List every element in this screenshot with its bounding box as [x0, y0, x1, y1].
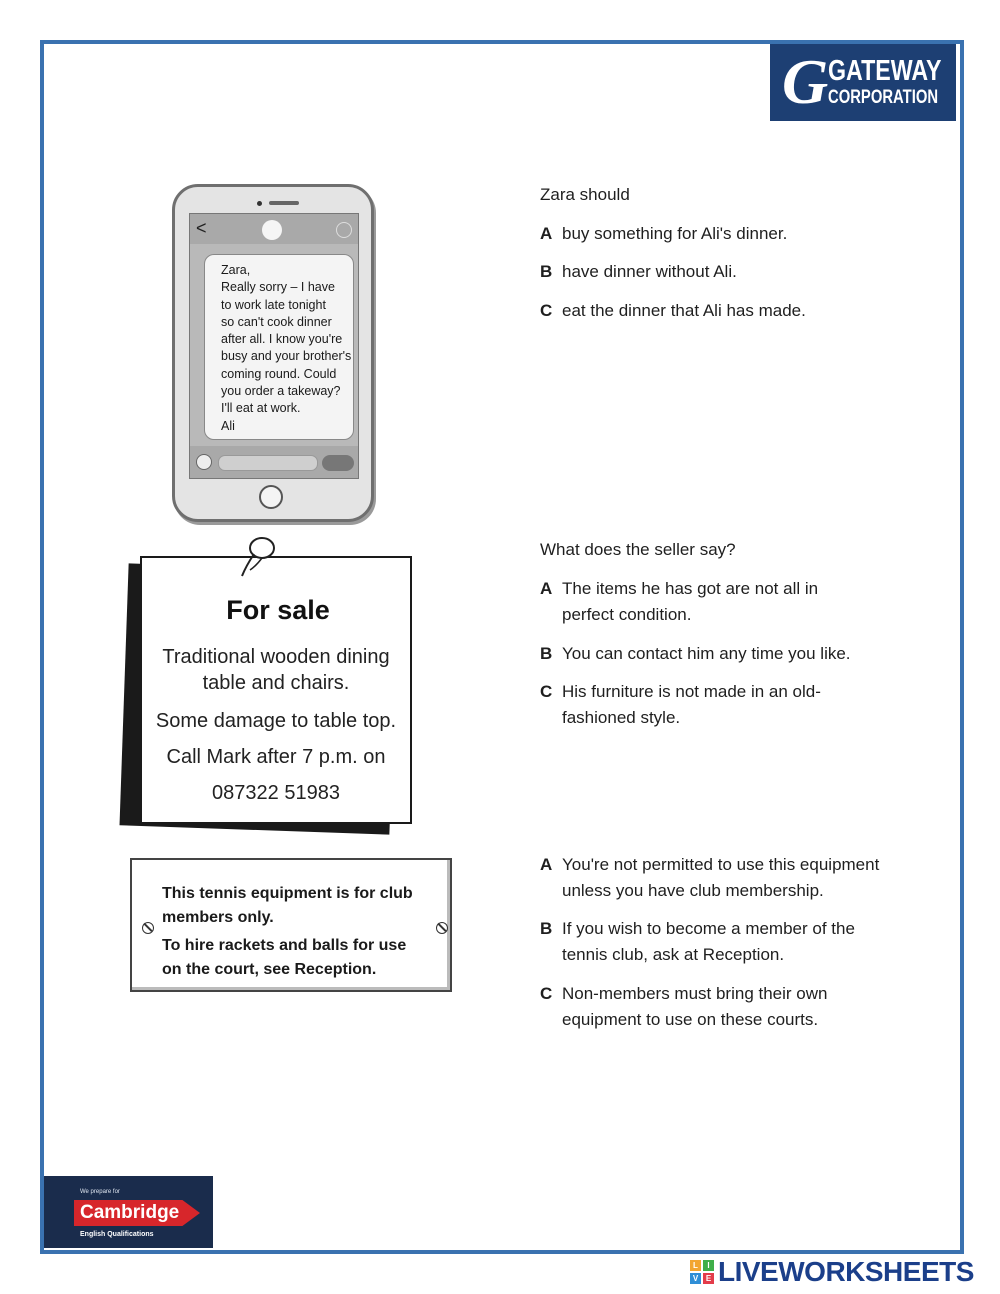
option-letter: B — [540, 644, 553, 663]
phone-speaker-icon — [257, 201, 262, 206]
option-letter: A — [540, 224, 553, 243]
camera-icon — [196, 454, 212, 470]
screw-icon — [436, 922, 448, 934]
question3-option-c[interactable] — [540, 981, 920, 1033]
cambridge-subtitle: English Qualifications — [80, 1231, 154, 1238]
home-button-icon — [259, 485, 283, 509]
option-text: You're not permitted to use this equipment — [562, 855, 880, 874]
message-line: Really sorry – I have — [221, 280, 335, 295]
question2-option-c[interactable] — [540, 679, 880, 731]
screw-icon — [142, 922, 154, 934]
gateway-logo — [770, 44, 956, 121]
question1-option-a[interactable] — [540, 221, 860, 247]
grid-letter: E — [703, 1273, 714, 1284]
message-line: after all. I know you're — [221, 332, 343, 347]
tennis-sign — [130, 858, 452, 992]
cambridge-tagline: We prepare for — [80, 1189, 120, 1195]
question1-option-b[interactable] — [540, 259, 860, 285]
message-bubble — [204, 254, 354, 440]
message-line: Ali — [221, 418, 235, 433]
note-title: For sale — [226, 595, 330, 625]
question2-option-a[interactable] — [540, 576, 880, 628]
note-line: Traditional wooden dining — [162, 646, 390, 668]
option-text: unless you have club membership. — [562, 881, 824, 900]
liveworksheets-grid-icon — [690, 1260, 716, 1286]
message-line: I'll eat at work. — [221, 401, 301, 416]
question1-stem: Zara should — [540, 185, 630, 204]
question3-option-a[interactable] — [540, 852, 920, 904]
option-letter: C — [540, 984, 553, 1003]
option-letter: A — [540, 855, 553, 874]
note-line: 087322 51983 — [212, 782, 340, 804]
option-text: Non-members must bring their own — [562, 984, 828, 1003]
option-text: tennis club, ask at Reception. — [562, 945, 785, 964]
message-line: coming round. Could — [221, 366, 337, 381]
logo-line1: GATEWAY — [828, 55, 942, 87]
logo-line2: CORPORATION — [828, 87, 939, 108]
option-letter: C — [540, 682, 553, 701]
option-text: If you wish to become a member of the — [562, 919, 855, 938]
option-text: fashioned style. — [562, 708, 681, 727]
grid-letter: V — [690, 1273, 701, 1284]
option-text: You can contact him any time you like. — [562, 644, 851, 663]
cambridge-wordmark: Cambridge — [80, 1202, 180, 1223]
option-text: buy something for Ali's dinner. — [562, 224, 788, 243]
phone-illustration — [172, 184, 374, 522]
liveworksheets-wordmark: LIVEWORKSHEETS — [718, 1256, 974, 1287]
message-line: to work late tonight — [221, 297, 326, 312]
message-line: you order a takeway? — [221, 384, 341, 399]
option-letter: A — [540, 579, 553, 598]
info-circle-icon — [336, 222, 352, 238]
for-sale-note — [140, 556, 412, 824]
option-letter: C — [540, 301, 553, 320]
message-line: so can't cook dinner — [221, 314, 332, 329]
option-text: eat the dinner that Ali has made. — [562, 301, 806, 320]
note-line: table and chairs. — [202, 672, 350, 694]
phone-earpiece-icon — [269, 201, 299, 205]
question2-stem: What does the seller say? — [540, 540, 736, 559]
grid-letter: L — [690, 1260, 701, 1271]
note-line: Some damage to table top. — [155, 710, 397, 732]
message-input-illustration — [218, 455, 318, 471]
message-line: Zara, — [221, 263, 251, 277]
option-letter: B — [540, 919, 553, 938]
option-text: The items he has got are not all in — [562, 579, 819, 598]
send-button-illustration — [322, 455, 354, 471]
phone-compose-bar — [190, 446, 358, 478]
note-line: Call Mark after 7 p.m. on — [166, 746, 386, 768]
sign-line: This tennis equipment is for club — [162, 885, 413, 902]
sign-line: To hire rackets and balls for use — [162, 937, 407, 954]
question1-option-c[interactable] — [540, 298, 860, 324]
pushpin-icon — [240, 536, 276, 578]
option-text: His furniture is not made in an old- — [562, 682, 821, 701]
sign-line: members only. — [162, 909, 274, 926]
option-text: have dinner without Ali. — [562, 262, 737, 281]
grid-letter: I — [703, 1260, 714, 1271]
sign-line: on the court, see Reception. — [162, 961, 377, 978]
message-line: busy and your brother's — [221, 349, 352, 364]
option-text: equipment to use on these courts. — [562, 1010, 819, 1029]
logo-initial: G — [782, 46, 829, 117]
option-letter: B — [540, 262, 553, 281]
option-text: perfect condition. — [562, 605, 692, 624]
phone-screen — [189, 213, 359, 479]
back-arrow-icon: < — [196, 218, 207, 238]
phone-top-bar — [190, 214, 358, 244]
contact-avatar-icon — [262, 220, 282, 240]
cambridge-logo — [44, 1176, 213, 1248]
question2-option-b[interactable] — [540, 641, 900, 667]
question3-option-b[interactable] — [540, 916, 920, 968]
